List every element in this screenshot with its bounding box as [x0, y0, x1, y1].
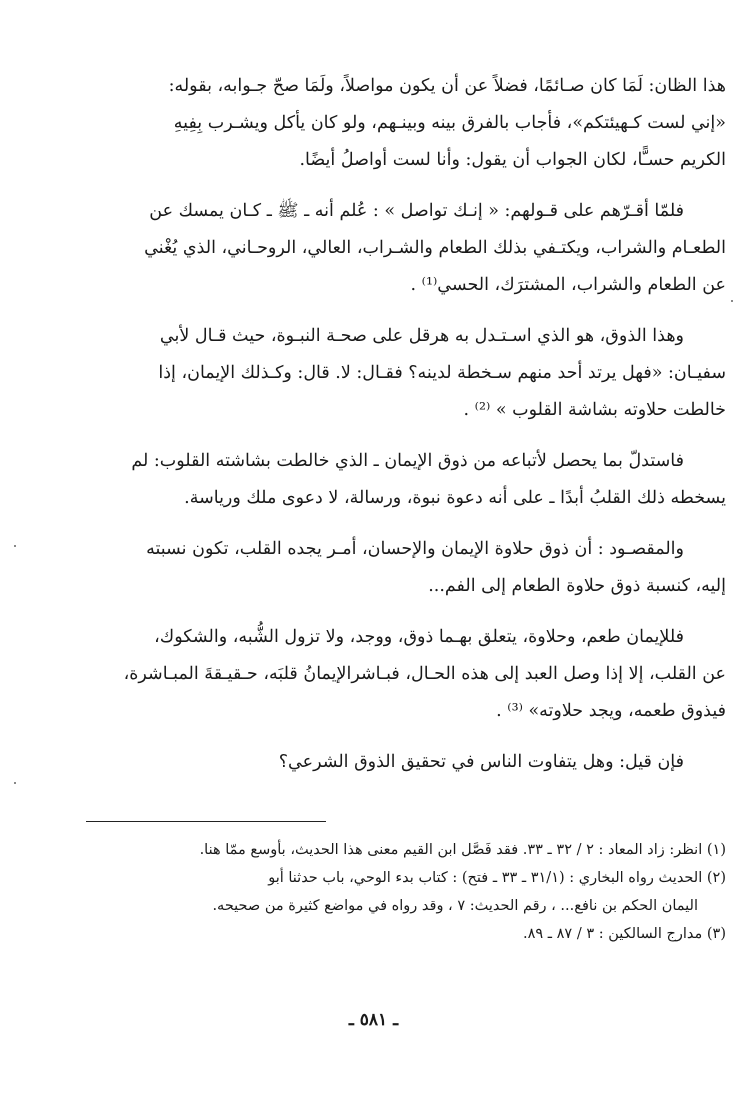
text-line: يسخطه ذلك القلبُ أبدًا ـ على أنه دعوة نبوة، ورسالة، لا دعوى ملك ورياسة.: [184, 488, 726, 508]
text-line: عن القلب، إلا إذا وصل العبد إلى هذه الحـال، فبـاشرالإيمانُ قلبَه، حـقيـقةَ المبـاشرة،: [123, 664, 726, 684]
text-line: فاستدلّ بما يحصل لأتباعه من ذوق الإيمان ـ الذي خالطت بشاشته القلوب: لم: [131, 451, 684, 471]
paragraph-6: [86, 619, 726, 730]
text-line: الكريم حسـًّا، لكان الجواب أن يقول: وأنا لست أواصلُ أيضًا.: [299, 150, 726, 170]
paragraph-2: [86, 193, 726, 304]
paragraph-7: [86, 744, 726, 781]
footnote-1: [86, 836, 726, 864]
footnote-number: (٢): [706, 870, 726, 886]
text-line: فيذوق طعمه، ويجد حلاوته» ⁽³⁾ .: [496, 701, 726, 721]
main-text: [86, 68, 726, 795]
text-line: فإن قيل: وهل يتفاوت الناس في تحقيق الذوق الشرعي؟: [278, 752, 684, 772]
text-line: «إني لست كـهيئتكم»، فأجاب بالفرق بينه وبينـهم، ولو كان يأكل ويشـرب بِفِيهِ: [173, 113, 726, 133]
text-line: عن الطعام والشراب، المشترَك، الحسي⁽¹⁾ .: [410, 275, 726, 295]
footnotes: [86, 836, 726, 948]
text-line: فللإيمان طعم، وحلاوة، يتعلق بهـما ذوق، ووجد، ولا تزول الشُّبه، والشكوك،: [154, 627, 684, 647]
scan-speck: [731, 300, 733, 302]
footnote-text: انظر: زاد المعاد : ٢ / ٣٢ ـ ٣٣. فقد فَصَّل ابن القيم معنى هذا الحديث، بأوسع ممّا هنا.: [199, 842, 703, 858]
footnote-2: [86, 864, 726, 892]
text-line: خالطت حلاوته بشاشة القلوب » ⁽²⁾ .: [463, 400, 726, 420]
text-line: وهذا الذوق، هو الذي اسـتـدل به هرقل على صحـة النبـوة، حيث قـال لأبي: [159, 326, 684, 346]
text-line: فلمّا أقـرّهم على قـولهم: « إنـك تواصل » : عُلم أنه ـ ﷺ ـ كـان يمسك عن: [149, 201, 684, 221]
footnote-separator: [86, 821, 326, 822]
footnote-text: الحديث رواه البخاري : (٣١/١ ـ ٣٣ ـ فتح) : كتاب بدء الوحي، باب حدثنا أبو: [268, 870, 703, 886]
footnote-text: مدارج السالكين : ٣ / ٨٧ ـ ٨٩.: [522, 926, 703, 942]
scan-speck: [14, 545, 16, 547]
paragraph-5: [86, 531, 726, 605]
text-line: الطعـام والشراب، ويكتـفي بذلك الطعام والشـراب، العالي، الروحـاني، الذي يُغْني: [144, 238, 726, 258]
footnote-3: [86, 920, 726, 948]
paragraph-4: [86, 443, 726, 517]
scan-speck: [14, 782, 16, 784]
text-line: والمقصـود : أن ذوق حلاوة الإيمان والإحسان، أمـر يجده القلب، تكون نسبته: [146, 539, 684, 559]
paragraph-3: [86, 318, 726, 429]
footnote-text: اليمان الحكم بن نافع... ، رقم الحديث: ٧ ، وقد رواه في مواضع كثيرة من صحيحه.: [212, 898, 698, 914]
footnote-number: (١): [706, 842, 726, 858]
footnote-2-continued: [86, 892, 726, 920]
text-line: سفيـان: «فهل يرتد أحد منهم سـخطة لدينه؟ فقـال: لا. قال: وكـذلك الإيمان، إذا: [158, 363, 726, 383]
footnote-number: (٣): [706, 926, 726, 942]
text-line: هذا الظان: لَمَا كان صـائمًا، فضلاً عن أن يكون مواصلاً، ولَمَا صحّ جـوابه، بقوله:: [168, 76, 726, 96]
text-line: إليه، كنسبة ذوق حلاوة الطعام إلى الفم...: [428, 576, 726, 596]
paragraph-1: [86, 68, 726, 179]
page-number: ـ ٥٨١ ـ: [348, 1010, 399, 1030]
